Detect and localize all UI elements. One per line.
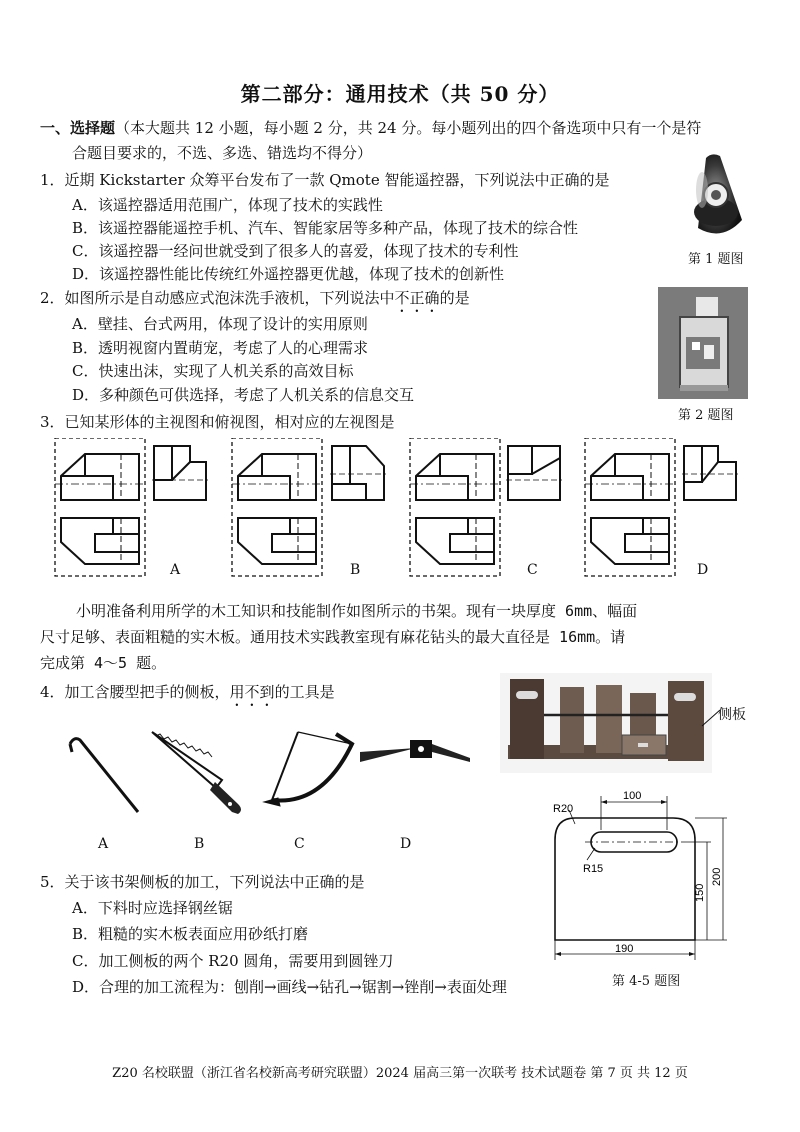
tool-b-saw	[152, 732, 241, 814]
q1-option-a: A．该遥控器适用范围广，体现了技术的实践性	[72, 196, 383, 214]
soap-dispenser-photo	[658, 287, 748, 399]
side-panel-drawing	[545, 790, 745, 965]
q3-option-b-views	[232, 438, 322, 576]
q5-option-a: A．下料时应选择钢丝锯	[72, 899, 233, 917]
q3-option-c-views	[410, 438, 500, 576]
dim-200: 200	[711, 867, 723, 886]
tool-a-awl	[70, 739, 138, 812]
dim-r15: R15	[583, 863, 604, 875]
q1-option-c: C．该遥控器一经问世就受到了很多人的喜爱，体现了技术的专利性	[72, 242, 519, 260]
dim-190: 190	[615, 943, 634, 955]
page-footer: Z20 名校联盟（浙江省名校新高考研究联盟）2024 届高三第一次联考 技术试题卷 第 7 页 共 12 页	[112, 1066, 688, 1081]
q3-option-d-views	[585, 438, 675, 576]
q3-option-a-left-view	[152, 446, 208, 500]
scenario-line-2: 尺寸足够、表面粗糙的实木板。通用技术实践教室现有麻花钻头的最大直径是 16mm。请	[40, 628, 626, 646]
section-instructions-1: （本大题共 12 小题，每小题 2 分，共 24 分。每小题列出的四个备选项中只有一个是符	[115, 119, 702, 137]
q4-label-d: D	[400, 836, 412, 852]
q2-figure-caption: 第 2 题图	[678, 408, 734, 423]
q2-stem-before: 2．如图所示是自动感应式泡沫洗手液机，下列说法中	[40, 289, 395, 307]
page-title: 第二部分：通用技术（共 50 分）	[240, 82, 560, 106]
q3-label-c: C	[527, 562, 538, 578]
section-instructions-2: 合题目要求的，不选、多选、错选均不得分）	[72, 144, 373, 162]
q4-stem-after: 的工具是	[274, 683, 335, 701]
q4-label-a: A	[98, 836, 109, 852]
section-heading	[40, 118, 701, 138]
q1-figure-caption: 第 1 题图	[688, 252, 744, 267]
remote-controller-photo	[672, 150, 772, 245]
q4-label-c: C	[294, 836, 305, 852]
q3-label-a: A	[170, 562, 181, 578]
q4-stem-before: 4．加工含腰型把手的侧板，	[40, 683, 230, 701]
q1-option-d: D．该遥控器性能比传统红外遥控器更优越，体现了技术的创新性	[72, 265, 505, 283]
q4-label-b: B	[194, 836, 205, 852]
q5-option-d: D．合理的加工流程为：刨削→画线→钻孔→锯割→锉削→表面处理	[72, 978, 507, 996]
tool-d-divider	[360, 740, 470, 762]
scenario-line-3: 完成第 4～5 题。	[40, 654, 167, 672]
q1-stem: 1．近期 Kickstarter 众筹平台发布了一款 Qmote 智能遥控器，下列说法中正确的是	[40, 171, 610, 189]
q45-figure-caption: 第 4-5 题图	[612, 974, 681, 989]
q5-option-c: C．加工侧板的两个 R20 圆角，需要用到圆锉刀	[72, 952, 394, 970]
q4-stem	[40, 682, 335, 710]
side-panel-label: 侧板	[718, 707, 746, 723]
q1-option-b: B．该遥控器能遥控手机、汽车、智能家居等多种产品，体现了技术的综合性	[72, 219, 579, 237]
q2-option-c: C．快速出沫，实现了人机关系的高效目标	[72, 362, 354, 380]
dim-r20: R20	[553, 803, 574, 815]
q3-stem: 3．已知某形体的主视图和俯视图，相对应的左视图是	[40, 413, 395, 431]
tool-c-bow-saw	[264, 732, 352, 806]
bookshelf-photo	[500, 673, 712, 773]
q2-option-b: B．透明视窗内置萌宠，考虑了人的心理需求	[72, 339, 369, 357]
q5-option-b: B．粗糙的实木板表面应用砂纸打磨	[72, 925, 309, 943]
section-label: 一、选择题	[40, 119, 116, 137]
q3-label-b: B	[350, 562, 361, 578]
q3-option-a-views	[55, 438, 145, 576]
q2-stem-after: 的是	[439, 289, 470, 307]
q2-option-a: A．壁挂、台式两用，体现了设计的实用原则	[72, 315, 368, 333]
scenario-line-1: 小明准备利用所学的木工知识和技能制作如图所示的书架。现有一块厚度 6mm、幅面	[76, 602, 638, 620]
q3-option-d-left-view	[682, 446, 738, 500]
q2-stem-emphasis: 不正确	[394, 289, 440, 307]
q4-tools-figure	[60, 722, 470, 822]
q3-views-figure	[40, 438, 770, 583]
q5-stem: 5．关于该书架侧板的加工，下列说法中正确的是	[40, 873, 365, 891]
dim-100: 100	[623, 790, 642, 802]
q2-stem	[40, 288, 470, 316]
dim-150: 150	[694, 883, 706, 902]
q3-option-b-left-view	[330, 446, 386, 500]
q4-stem-emphasis: 用不到	[229, 683, 275, 701]
q3-option-c-left-view	[506, 446, 562, 500]
q2-option-d: D．多种颜色可供选择，考虑了人机关系的信息交互	[72, 386, 415, 404]
q3-label-d: D	[697, 562, 709, 578]
